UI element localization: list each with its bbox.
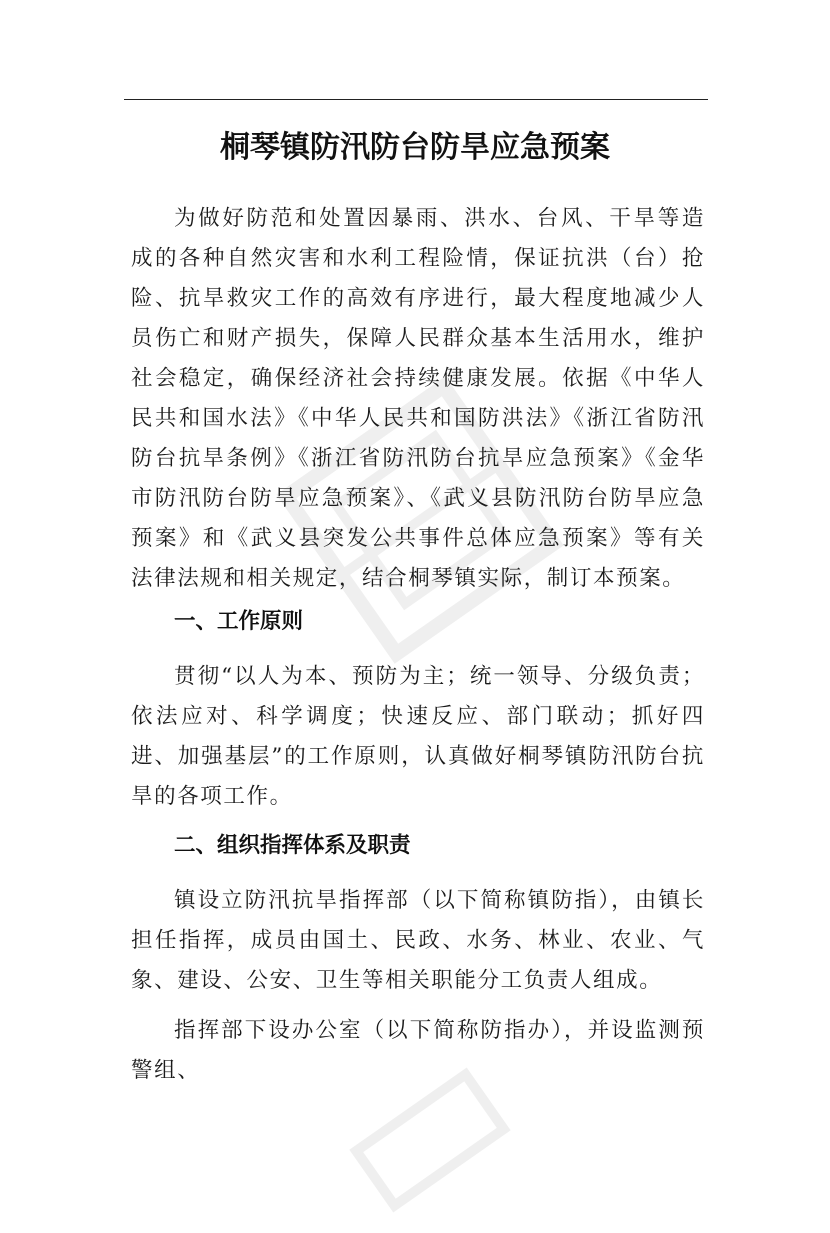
intro-paragraph: 为做好防范和处置因暴雨、洪水、台风、干旱等造成的各种自然灾害和水利工程险情，保证抗洪（台）抢险、抗旱救灾工作的高效有序进行，最大程度地减少人员伤亡和财产损失，保障人民群众基本生活用水，维护社会稳定，确保经济社会持续健康发展。依据《中华人民共和国水法》《中华人民共和国防洪法》《浙江省防汛防台抗旱条例》《浙江省防汛防台抗旱应急预案》《金华市防汛防台防旱应急预案》、《武义县防汛防台防旱应急预案》和《武义县突发公共事件总体应急预案》等有关法律法规和相关规定，结合桐琴镇实际，制订本预案。 (131, 206, 705, 591)
principles-paragraph: 贯彻“以人为本、预防为主；统一领导、分级负责；依法应对、科学调度；快速反应、部门联动；抓好四进、加强基层”的工作原则，认真做好桐琴镇防汛防台抗旱的各项工作。 (131, 664, 705, 809)
organization-paragraph-1: 镇设立防汛抗旱指挥部（以下简称镇防指），由镇长担任指挥，成员由国土、民政、水务、林业、农业、气象、建设、公安、卫生等相关职能分工负责人组成。 (131, 888, 705, 993)
section-heading-organization: 二、组织指挥体系及职责 (174, 833, 411, 858)
header-rule (124, 99, 708, 100)
document-title: 桐琴镇防汛防台防旱应急预案 (220, 130, 610, 165)
section-heading-principles: 一、工作原则 (174, 609, 304, 634)
organization-paragraph-2: 指挥部下设办公室（以下简称防指办），并设监测预警组、 (131, 1018, 705, 1083)
